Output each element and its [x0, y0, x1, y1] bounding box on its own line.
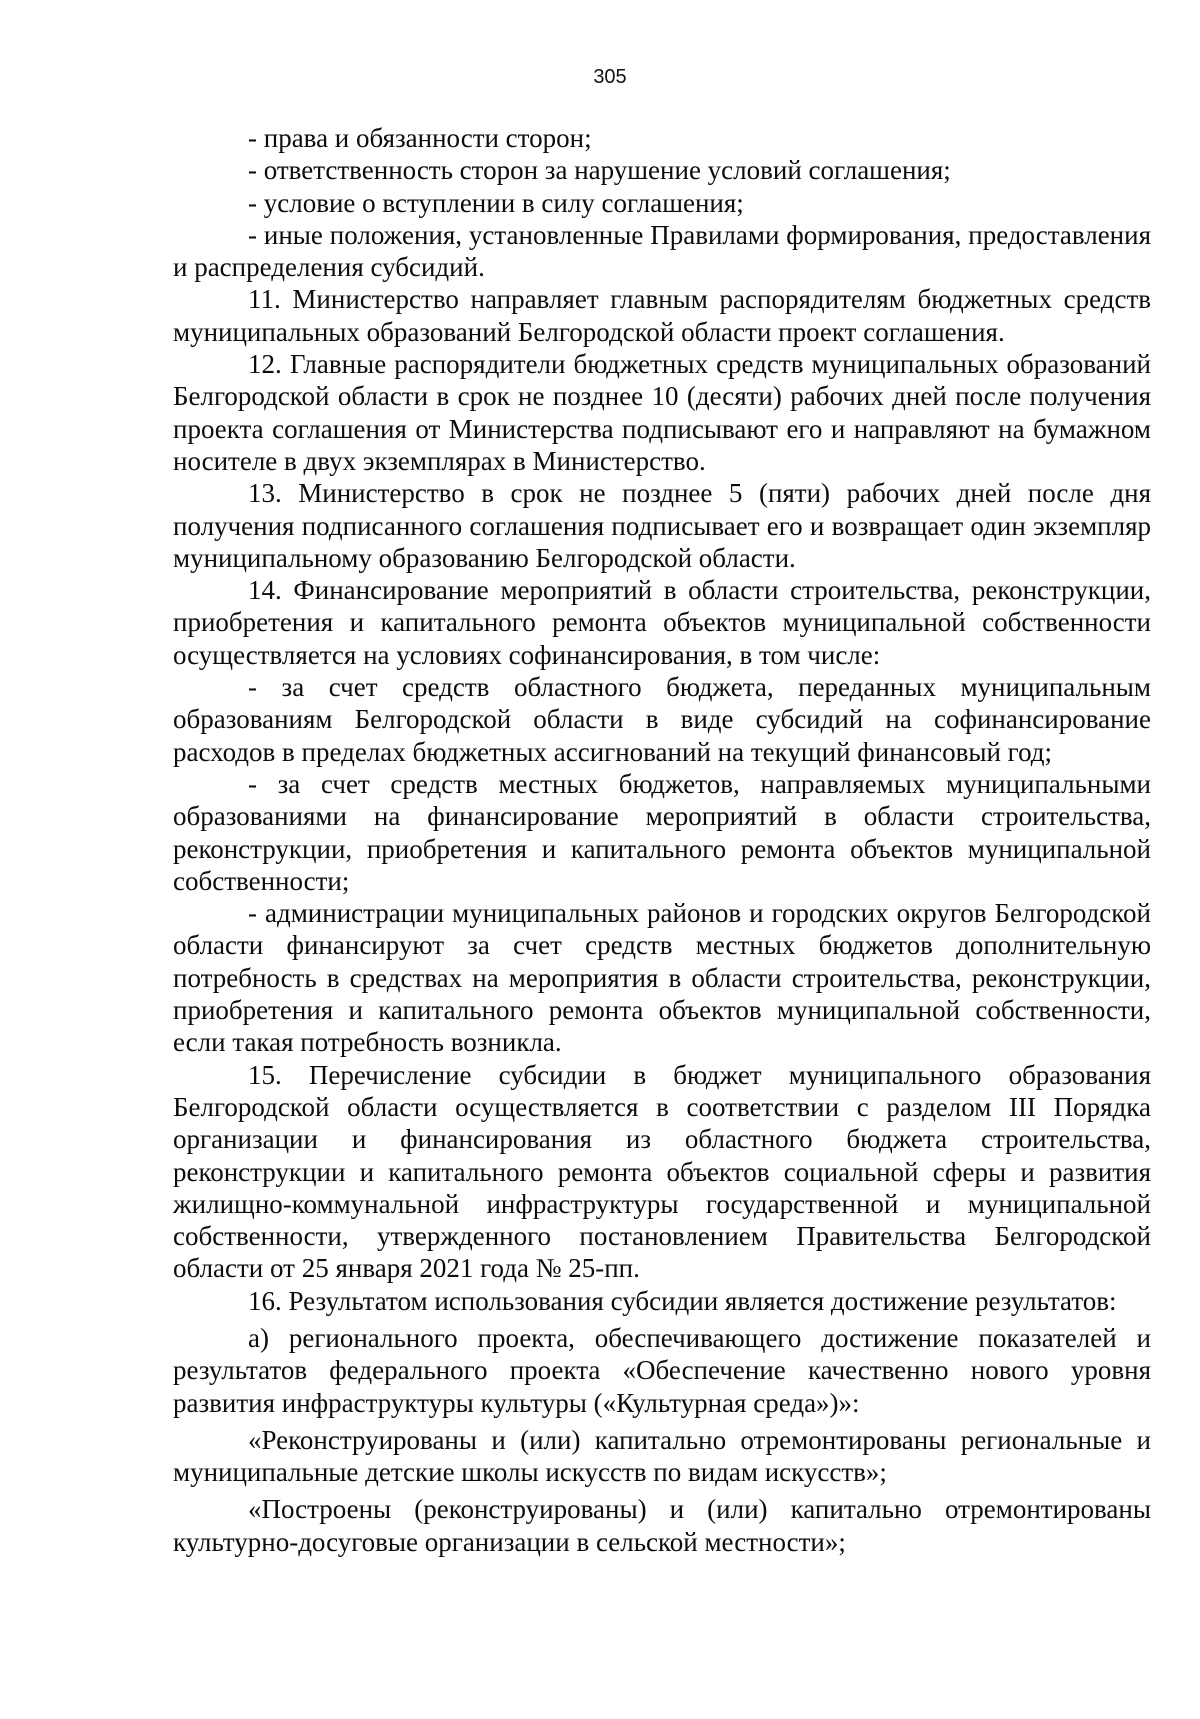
- paragraph-11: 11. Министерство направляет главным распорядителям бюджетных средств муниципальных образований Белгородской области проект соглашения.: [173, 284, 1151, 347]
- paragraph-16: 16. Результатом использования субсидии является достижение результатов:: [248, 1285, 1117, 1316]
- paragraph-16-a: а) регионального проекта, обеспечивающего достижение показателей и результатов федерального проекта «Обеспечение качественно нового уровня развития инфраструктуры культуры («Культурная среда»)»:: [173, 1322, 1151, 1418]
- paragraph-result-art-schools: «Реконструированы и (или) капитально отремонтированы региональные и муниципальные детские школы искусств по видам искусств»;: [173, 1424, 1151, 1488]
- document-body: [173, 122, 1151, 1558]
- paragraph-15: 15. Перечисление субсидии в бюджет муниципального образования Белгородской области осуществляется в соответствии с разделом III Порядка организации и финансирования из областного бюджета строительства, реконструкции и капитального ремонта объектов социальной сферы и развития жилищно-коммунальной инфраструктуры государственной и муниципальной собственности, утвержденного постановлением Правительства Белгородской области от 25 января 2021 года № 25-пп.: [173, 1059, 1151, 1284]
- paragraph-12: 12. Главные распорядители бюджетных средств муниципальных образований Белгородской области в срок не позднее 10 (десяти) рабочих дней после получения проекта соглашения от Министерства подписывают его и направляют на бумажном носителе в двух экземплярах в Министерство.: [173, 349, 1151, 476]
- paragraph-14: 14. Финансирование мероприятий в области строительства, реконструкции, приобретения и капитального ремонта объектов муниципальной собственности осуществляется на условиях софинансирования, в том числе:: [173, 575, 1151, 670]
- paragraph-entry-into-force: - условие о вступлении в силу соглашения;: [248, 187, 744, 218]
- paragraph-14-administrations: - администрации муниципальных районов и городских округов Белгородской области финансируют за счет средств местных бюджетов дополнительную потребность в средствах на мероприятия в области строительства, реконструкции, приобретения и капитального ремонта объектов муниципальной собственности, если такая потребность возникла.: [173, 898, 1151, 1058]
- paragraph-rights-obligations: - права и обязанности сторон;: [248, 123, 592, 153]
- page-number: 305: [593, 66, 627, 88]
- paragraph-13: 13. Министерство в срок не позднее 5 (пяти) рабочих дней после дня получения подписанного соглашения подписывает его и возвращает один экземпляр муниципальному образованию Белгородской области.: [173, 478, 1151, 573]
- paragraph-result-rural-culture: «Построены (реконструированы) и (или) капитально отремонтированы культурно-досуговые организации в сельской местности»;: [173, 1494, 1151, 1557]
- paragraph-liability: - ответственность сторон за нарушение условий соглашения;: [248, 155, 951, 186]
- paragraph-14-local-budgets: - за счет средств местных бюджетов, направляемых муниципальными образованиями на финансирование мероприятий в области строительства, реконструкции, приобретения и капитального ремонта объектов муниципальной собственности;: [173, 768, 1151, 896]
- paragraph-other-provisions: - иные положения, установленные Правилами формирования, предоставления и распределения субсидий.: [173, 219, 1151, 283]
- paragraph-14-regional-budget: - за счет средств областного бюджета, переданных муниципальным образованиям Белгородской области в виде субсидий на софинансирование расходов в пределах бюджетных ассигнований на текущий финансовый год;: [173, 672, 1151, 767]
